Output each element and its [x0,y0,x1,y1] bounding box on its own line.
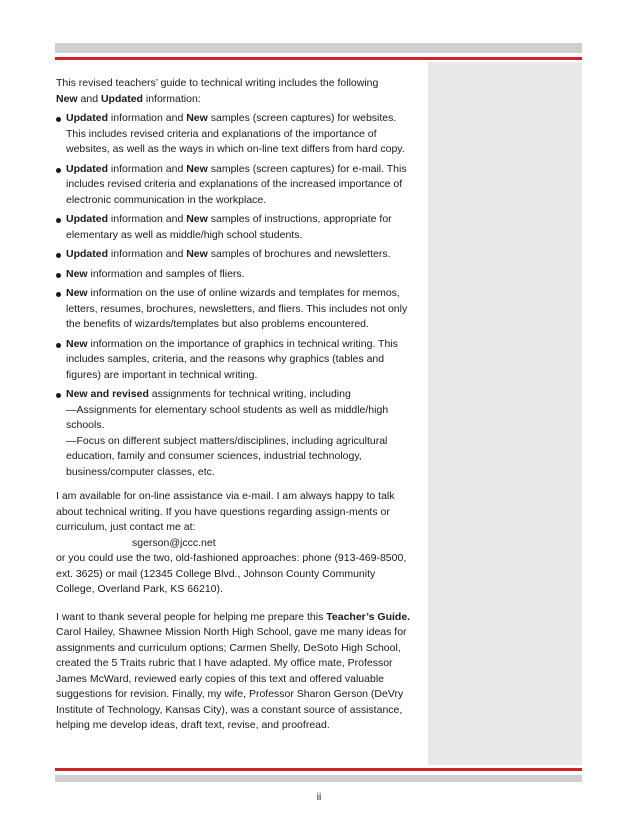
acknowledgements-paragraph: I want to thank several people for helping me prepare this Teacher’s Guide. Carol Hailey, Shawnee Mission North High School, gave me many ideas for assignments and curriculum options; Carmen Shelly, DeSoto High School, created the 5 Traits rubric that I have adapted. My office mate, Professor James McWard, reviewed early copies of this text and offered valuable suggestions for revision. Finally, my wife, Professor Sharon Gerson (DeVry Institute of Technology, Kansas City), was a constant source of assistance, helping me develop ideas, draft text, revise, and proofread. [56,610,411,731]
bullet-icon [56,273,61,278]
intro-new: New [56,92,78,105]
intro-paragraph: This revised teachers’ guide to technical writing includes the following New and Updated information: [56,77,379,105]
contact-email: sgerson@jccc.net [132,536,216,549]
top-gray-rule [55,43,582,53]
assistance-paragraph: I am available for on-line assistance via e-mail. I am always happy to talk about technical writing. If you have questions regarding assign-ments or curriculum, just contact me at: sgerson@jccc.net or you could use the two, old-fashioned approaches: phone (913-469-8500, ext. 3625) or mail (12345 College Blvd., Johnson County Community College, Overland Park, KS 66210). [56,489,412,598]
list-item: Updated information and New samples (screen captures) for websites. This includes revised criteria and explanations of the importance of websites, as well as the ways in which on-line text differs from hard copy. [56,111,412,158]
list-item: New information on the use of online wizards and templates for memos, letters, resumes, brochures, newsletters, and fliers. This includes not only the benefits of wizards/templates but also problems encountered. [56,286,412,333]
list-item: Updated information and New samples of brochures and newsletters. [56,247,412,263]
list-item: New information and samples of fliers. [56,267,412,283]
bullet-icon [56,393,61,398]
bottom-red-rule [55,768,582,771]
list-item: Updated information and New samples of instructions, appropriate for elementary as well as middle/high school students. [56,212,412,243]
bullet-icon [56,292,61,297]
page-number: ii [316,792,322,803]
top-red-rule [55,57,582,60]
list-item: New information on the importance of graphics in technical writing. This includes samples, criteria, and the reasons why graphics (tables and figures) are important in technical writing. [56,337,412,384]
bullet-icon [56,253,61,258]
sidebar-panel [428,62,582,765]
page-content [56,76,412,734]
features-list [56,111,412,480]
bullet-icon [56,168,61,173]
list-item: New and revised assignments for technical writing, including —Assignments for elementary school students as well as middle/high schools. —Focus on different subject matters/disciplines, including agricultural education, family and consumer sciences, industrial technology, business/computer classes, etc. [56,387,412,480]
bullet-icon [56,343,61,348]
bullet-icon [56,117,61,122]
bottom-gray-rule [55,775,582,782]
intro-updated: Updated [100,92,143,105]
list-item: Updated information and New samples (screen captures) for e-mail. This includes revised criteria and explanations of the increased importance of electronic communication in the workplace. [56,162,412,209]
bullet-icon [56,218,61,223]
